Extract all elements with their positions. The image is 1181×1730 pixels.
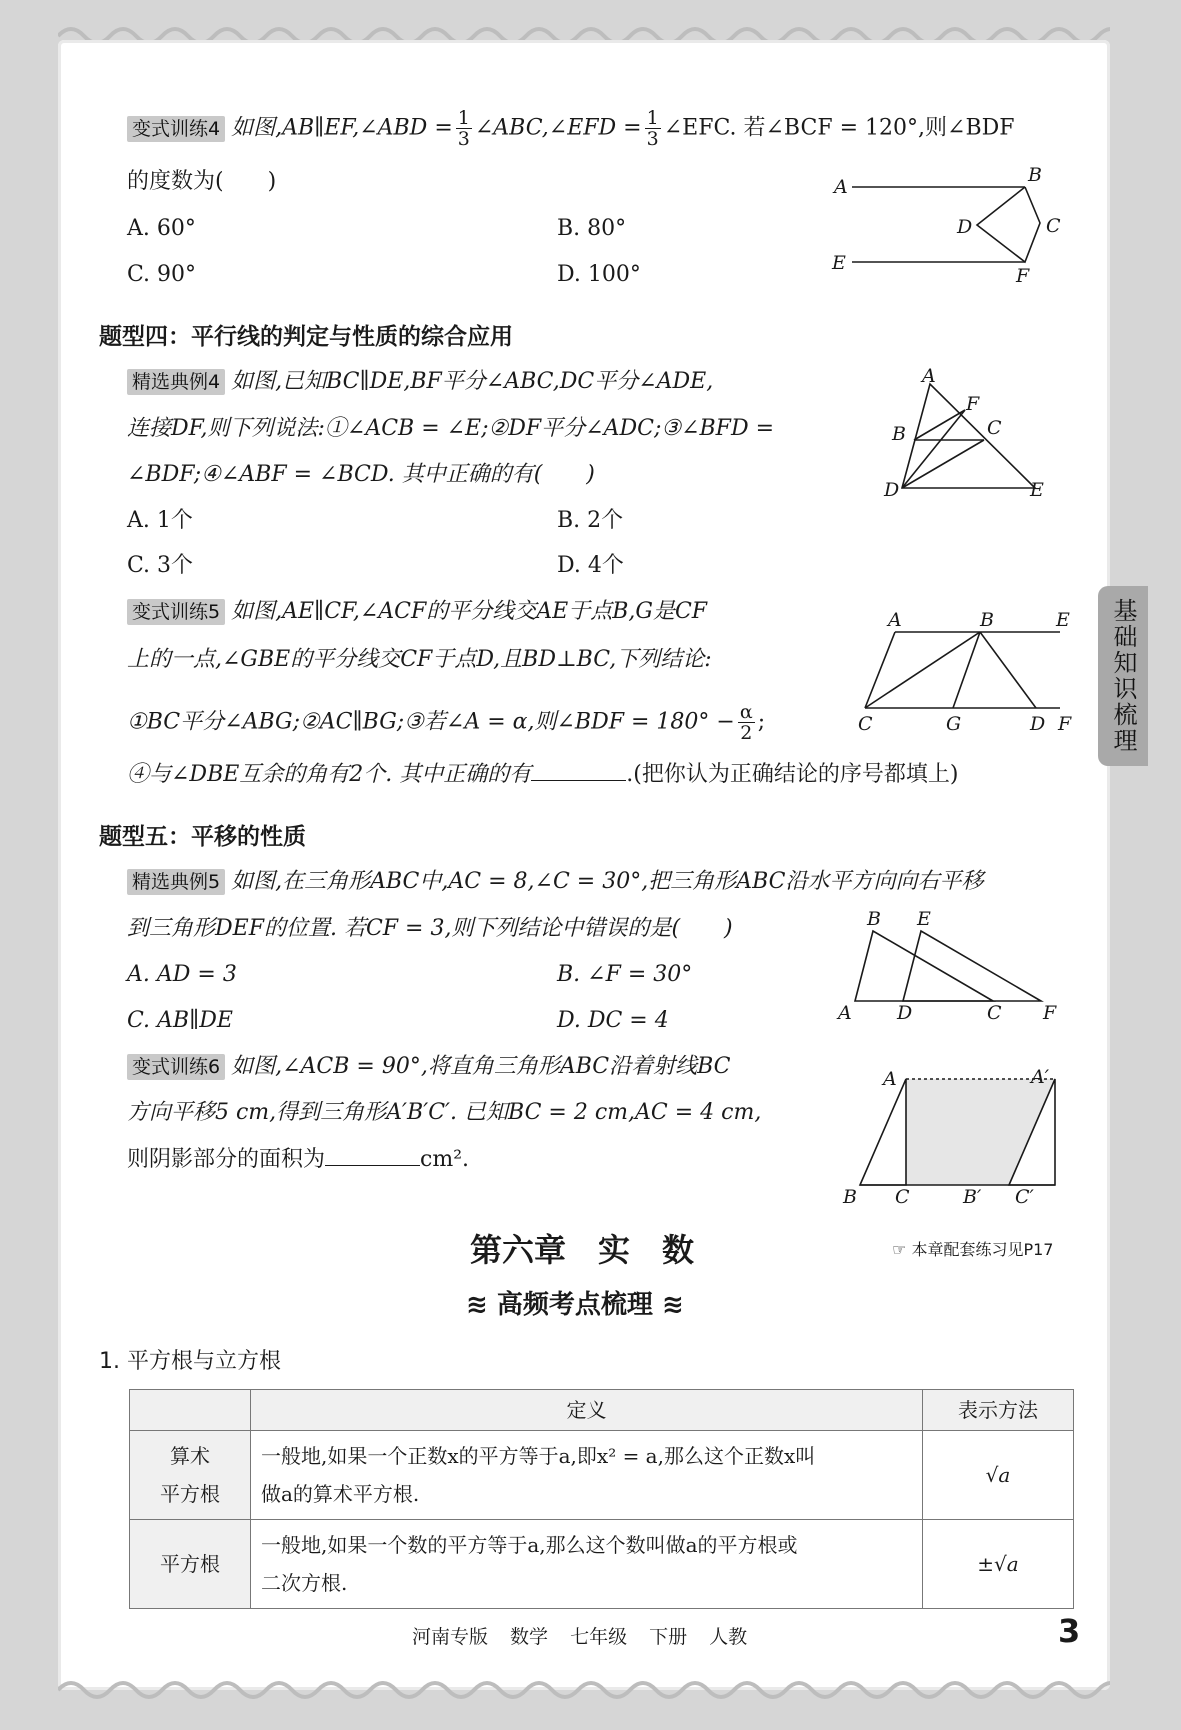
problem-variant-4-line1: 变式训练4 如图,AB∥EF,∠ABD = $\frac{1}{3}$ ∠ABC,∠EFD = $\frac{1}{3}$ ∠EFC. 若∠BCF = 120°,则∠BDF [127, 108, 1015, 149]
option-b[interactable]: B. 2个 [557, 508, 624, 533]
label-A: A [838, 1002, 852, 1024]
option-d[interactable]: D. 100° [557, 262, 641, 287]
row-notation: ±√a [923, 1520, 1074, 1609]
label-E: E [1030, 479, 1044, 501]
example-5-line2: 到三角形DEF的位置. 若CF = 3,则下列结论中错误的是( ) [127, 916, 733, 941]
table-header-definition: 定义 [251, 1390, 923, 1431]
variant-6-line2: 方向平移5 cm,得到三角形A′B′C′. 已知BC = 2 cm,AC = 4 cm, [127, 1100, 762, 1125]
fraction-alpha-half: $\frac{\alpha}{2}$ [739, 701, 753, 744]
label-F: F [1016, 265, 1030, 287]
answer-blank[interactable] [531, 760, 626, 781]
example-4-line3: ∠BDF;④∠ABF = ∠BCD. 其中正确的有( ) [127, 462, 595, 487]
example-4-line1: 精选典例4 如图,已知BC∥DE,BF平分∠ABC,DC平分∠ADE, [127, 367, 713, 397]
example-4-line2: 连接DF,则下列说法:①∠ACB = ∠E;②DF平分∠ADC;③∠BFD = [127, 416, 775, 441]
option-a[interactable]: A. AD = 3 [127, 962, 237, 987]
label-A: A [883, 1068, 897, 1090]
label-F: F [1043, 1002, 1057, 1024]
side-tab-basics[interactable]: 基础知识梳理 [1098, 586, 1148, 766]
tag-example-5: 精选典例5 [127, 869, 225, 895]
page-number: 3 [1058, 1612, 1081, 1650]
page-bottom-wave [58, 1676, 1110, 1704]
definitions-table [129, 1389, 1074, 1609]
label-D: D [884, 479, 900, 501]
figure-variant-4 [830, 165, 1070, 285]
label-B: B [1028, 164, 1042, 186]
label-E: E [917, 908, 931, 930]
tag-example-4: 精选典例4 [127, 369, 225, 395]
label-C: C [1046, 215, 1061, 237]
fraction-one-third: $\frac{1}{3}$ [457, 107, 470, 150]
variant-5-line3: ①BC平分∠ABG;②AC∥BG;③若∠A = α,则∠BDF = 180° − $\frac{\alpha}{2}$ ; [127, 701, 766, 744]
option-c[interactable]: C. AB∥DE [127, 1008, 233, 1033]
label-A: A [834, 176, 848, 198]
option-d[interactable]: D. 4个 [557, 553, 624, 578]
variant-5-line4: ④与∠DBE互余的角有2个. 其中正确的有 .(把你认为正确结论的序号都填上) [127, 762, 959, 787]
option-b[interactable]: B. 80° [557, 216, 627, 241]
variant-5-line1: 变式训练5 如图,AE∥CF,∠ACF的平分线交AE于点B,G是CF [127, 597, 707, 627]
label-C: C [895, 1186, 910, 1208]
wave-icon: ≋ [466, 1290, 488, 1320]
variant-6-line1: 变式训练6 如图,∠ACB = 90°,将直角三角形ABC沿着射线BC [127, 1052, 731, 1082]
example-5-line1: 精选典例5 如图,在三角形ABC中,AC = 8,∠C = 30°,把三角形ABC沿水平方向向右平移 [127, 867, 983, 897]
label-B: B [980, 609, 994, 631]
label-C: C [987, 1002, 1002, 1024]
chapter-title: 第六章 实 数 [470, 1231, 695, 1269]
answer-blank[interactable] [325, 1145, 420, 1166]
pointing-hand-icon: ☞ [892, 1240, 907, 1259]
label-D: D [897, 1002, 913, 1024]
table-header-notation: 表示方法 [923, 1390, 1074, 1431]
row-name: 平方根 [130, 1520, 251, 1609]
chapter-practice-link[interactable]: ☞ 本章配套练习见P17 [892, 1240, 1054, 1259]
label-F: F [1058, 713, 1072, 735]
table-row [130, 1431, 1074, 1520]
label-E: E [1056, 609, 1070, 631]
label-B: B [843, 1186, 857, 1208]
table-header-blank [130, 1390, 251, 1431]
label-D: D [1030, 713, 1046, 735]
label-C-prime: C′ [1015, 1186, 1034, 1208]
label-B: B [892, 423, 906, 445]
figure-example-5 [835, 905, 1065, 1025]
table-header-row [130, 1390, 1074, 1431]
option-a[interactable]: A. 60° [127, 216, 196, 241]
label-D: D [957, 216, 973, 238]
option-d[interactable]: D. DC = 4 [557, 1008, 669, 1033]
wave-icon: ≋ [661, 1290, 684, 1320]
option-a[interactable]: A. 1个 [127, 508, 193, 533]
row-definition: 一般地,如果一个数的平方等于a,那么这个数叫做a的平方根或 二次方根. [251, 1520, 923, 1609]
label-A: A [888, 609, 902, 631]
problem-variant-4-line2: 的度数为( ) [127, 169, 277, 194]
label-A-prime: A′ [1031, 1066, 1050, 1088]
table-row [130, 1520, 1074, 1609]
label-A: A [922, 365, 936, 387]
section-title: ≋ 高频考点梳理 ≋ [466, 1290, 684, 1320]
row-notation: √a [923, 1431, 1074, 1520]
label-C: C [987, 417, 1002, 439]
figure-variant-5 [850, 609, 1072, 735]
option-b[interactable]: B. ∠F = 30° [557, 962, 693, 987]
figure-example-4 [880, 365, 1060, 502]
fraction-one-third: $\frac{1}{3}$ [646, 107, 659, 150]
option-c[interactable]: C. 90° [127, 262, 197, 287]
label-B: B [867, 908, 881, 930]
label-B-prime: B′ [963, 1186, 982, 1208]
row-definition: 一般地,如果一个正数x的平方等于a,即x² = a,那么这个正数x叫 做a的算术平方根. [251, 1431, 923, 1520]
footer-book-info: 河南专版 数学 七年级 下册 人教 [412, 1626, 748, 1648]
tag-variant-4: 变式训练4 [127, 116, 225, 142]
label-F: F [966, 393, 980, 415]
heading-type-4: 题型四：平行线的判定与性质的综合应用 [99, 324, 513, 350]
variant-6-line3: 则阴影部分的面积为 cm². [127, 1147, 470, 1172]
heading-type-5: 题型五：平移的性质 [99, 824, 306, 850]
variant-5-line2: 上的一点,∠GBE的平分线交CF于点D,且BD⊥BC,下列结论: [127, 647, 712, 672]
option-c[interactable]: C. 3个 [127, 553, 194, 578]
tag-variant-5: 变式训练5 [127, 599, 225, 625]
label-E: E [832, 252, 846, 274]
label-G: G [946, 713, 962, 735]
row-name: 算术 平方根 [130, 1431, 251, 1520]
label-C: C [858, 713, 873, 735]
subsection-square-roots: 1. 平方根与立方根 [99, 1349, 281, 1374]
tag-variant-6: 变式训练6 [127, 1054, 225, 1080]
figure-variant-6 [835, 1065, 1065, 1208]
